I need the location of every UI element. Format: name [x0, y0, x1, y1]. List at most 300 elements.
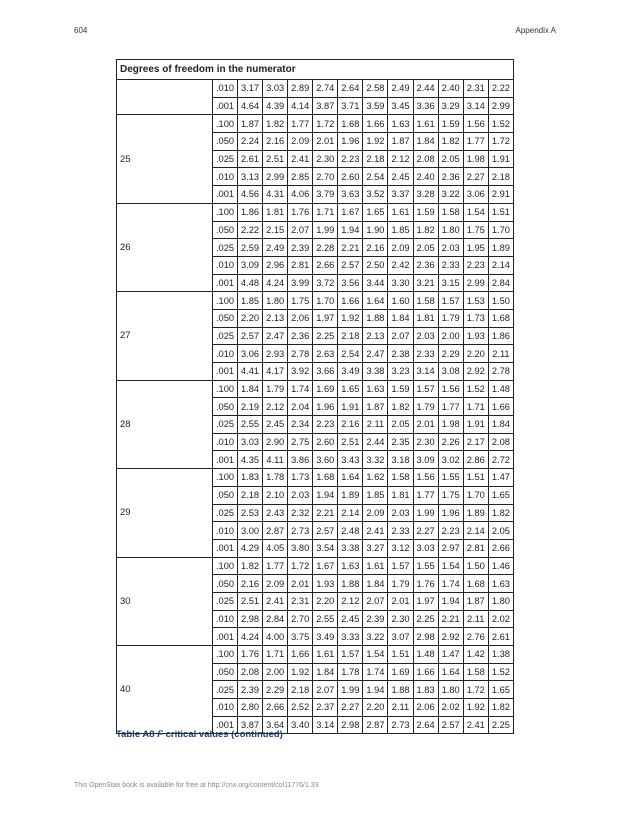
- f-value-cell: 3.60: [313, 451, 338, 469]
- f-value-cell: 1.96: [313, 398, 338, 416]
- f-value-cell: 1.72: [313, 115, 338, 133]
- alpha-cell: .001: [213, 186, 238, 204]
- f-value-cell: 2.75: [288, 433, 313, 451]
- alpha-cell: .025: [213, 681, 238, 699]
- f-value-cell: 2.15: [263, 221, 288, 239]
- f-value-cell: 2.01: [388, 592, 413, 610]
- f-value-cell: 1.60: [388, 292, 413, 310]
- table-row: [117, 646, 514, 664]
- f-value-cell: 2.27: [463, 168, 488, 186]
- f-value-cell: 3.80: [288, 539, 313, 557]
- f-value-cell: 2.05: [413, 239, 438, 257]
- f-value-cell: 3.66: [313, 363, 338, 381]
- f-value-cell: 2.45: [263, 416, 288, 434]
- f-value-cell: 1.48: [413, 646, 438, 664]
- f-value-cell: 2.66: [488, 539, 513, 557]
- f-value-cell: 1.87: [363, 398, 388, 416]
- f-value-cell: 2.61: [488, 628, 513, 646]
- f-value-cell: 2.76: [463, 628, 488, 646]
- f-value-cell: 1.66: [363, 115, 388, 133]
- f-value-cell: 3.08: [438, 363, 463, 381]
- f-value-cell: 1.79: [388, 575, 413, 593]
- f-value-cell: 1.86: [238, 203, 263, 221]
- alpha-cell: .100: [213, 557, 238, 575]
- f-value-cell: 2.00: [438, 327, 463, 345]
- f-value-cell: 3.49: [313, 628, 338, 646]
- f-value-cell: 3.54: [313, 539, 338, 557]
- f-value-cell: 1.77: [263, 557, 288, 575]
- f-value-cell: 1.72: [488, 133, 513, 151]
- f-value-cell: 2.12: [388, 150, 413, 168]
- f-value-cell: 2.50: [363, 256, 388, 274]
- f-value-cell: 1.51: [463, 469, 488, 487]
- f-value-cell: 2.30: [388, 610, 413, 628]
- f-value-cell: 1.70: [488, 221, 513, 239]
- f-value-cell: 2.40: [438, 80, 463, 98]
- f-value-cell: 2.07: [363, 592, 388, 610]
- f-value-cell: 2.41: [463, 716, 488, 734]
- f-value-cell: 1.90: [363, 221, 388, 239]
- f-value-cell: 1.91: [488, 150, 513, 168]
- f-value-cell: 2.36: [288, 327, 313, 345]
- table-row: [117, 203, 514, 221]
- f-value-cell: 2.98: [413, 628, 438, 646]
- f-value-cell: 1.96: [438, 504, 463, 522]
- f-value-cell: 2.25: [413, 610, 438, 628]
- f-value-cell: 2.18: [238, 486, 263, 504]
- f-value-cell: 1.77: [438, 398, 463, 416]
- f-value-cell: 3.43: [338, 451, 363, 469]
- f-value-cell: 2.29: [438, 345, 463, 363]
- f-value-cell: 1.55: [438, 469, 463, 487]
- f-value-cell: 2.64: [413, 716, 438, 734]
- f-value-cell: 2.02: [488, 610, 513, 628]
- f-value-cell: 1.85: [238, 292, 263, 310]
- f-value-cell: 2.36: [413, 256, 438, 274]
- f-value-cell: 2.59: [238, 239, 263, 257]
- f-value-cell: 1.61: [313, 646, 338, 664]
- alpha-cell: .010: [213, 610, 238, 628]
- f-value-cell: 2.54: [338, 345, 363, 363]
- alpha-cell: .025: [213, 327, 238, 345]
- f-value-cell: 1.38: [488, 646, 513, 664]
- f-value-cell: 1.64: [363, 292, 388, 310]
- f-value-cell: 2.42: [388, 256, 413, 274]
- f-value-cell: 2.14: [463, 522, 488, 540]
- f-value-cell: 2.57: [238, 327, 263, 345]
- f-value-cell: 2.70: [288, 610, 313, 628]
- caption-letter: F: [157, 729, 163, 740]
- f-value-cell: 2.31: [288, 592, 313, 610]
- f-value-cell: 3.23: [388, 363, 413, 381]
- f-value-cell: 1.92: [463, 699, 488, 717]
- f-value-cell: 4.05: [263, 539, 288, 557]
- f-value-cell: 2.18: [338, 327, 363, 345]
- f-value-cell: 2.19: [238, 398, 263, 416]
- f-value-cell: 4.39: [263, 97, 288, 115]
- f-value-cell: 2.78: [488, 363, 513, 381]
- f-value-cell: 2.38: [388, 345, 413, 363]
- f-value-cell: 2.05: [388, 416, 413, 434]
- f-value-cell: 1.88: [388, 681, 413, 699]
- f-value-cell: 3.06: [463, 186, 488, 204]
- f-value-cell: 3.27: [363, 539, 388, 557]
- f-value-cell: 4.48: [238, 274, 263, 292]
- f-value-cell: 1.76: [238, 646, 263, 664]
- f-value-cell: 2.23: [438, 522, 463, 540]
- f-value-cell: 1.69: [313, 380, 338, 398]
- f-value-cell: 1.83: [238, 469, 263, 487]
- f-value-cell: 1.65: [363, 203, 388, 221]
- f-value-cell: 2.98: [338, 716, 363, 734]
- f-value-cell: 1.75: [288, 292, 313, 310]
- table-row: [117, 380, 514, 398]
- f-value-cell: 1.85: [388, 221, 413, 239]
- table-caption: [116, 729, 283, 740]
- alpha-cell: .100: [213, 646, 238, 664]
- f-value-cell: 2.03: [288, 486, 313, 504]
- f-value-cell: 2.43: [263, 504, 288, 522]
- f-value-cell: 2.45: [338, 610, 363, 628]
- f-value-cell: 2.34: [288, 416, 313, 434]
- f-value-cell: 3.40: [288, 716, 313, 734]
- f-value-cell: 4.17: [263, 363, 288, 381]
- f-value-cell: 1.71: [263, 646, 288, 664]
- f-value-cell: 1.63: [338, 557, 363, 575]
- f-value-cell: 2.70: [313, 168, 338, 186]
- f-value-cell: 1.86: [488, 327, 513, 345]
- f-value-cell: 2.16: [238, 575, 263, 593]
- f-value-cell: 4.31: [263, 186, 288, 204]
- f-value-cell: 2.91: [488, 186, 513, 204]
- f-value-cell: 1.87: [463, 592, 488, 610]
- f-value-cell: 1.93: [313, 575, 338, 593]
- df-denominator-cell: [117, 80, 213, 115]
- f-value-cell: 1.54: [438, 557, 463, 575]
- f-value-cell: 2.18: [363, 150, 388, 168]
- f-value-cell: 1.72: [288, 557, 313, 575]
- f-value-cell: 2.40: [413, 168, 438, 186]
- f-value-cell: 1.61: [363, 557, 388, 575]
- f-value-cell: 1.85: [363, 486, 388, 504]
- f-value-cell: 2.20: [313, 592, 338, 610]
- f-value-cell: 1.71: [463, 398, 488, 416]
- f-value-cell: 3.52: [363, 186, 388, 204]
- f-value-cell: 1.82: [488, 504, 513, 522]
- f-value-cell: 3.92: [288, 363, 313, 381]
- f-value-cell: 3.14: [413, 363, 438, 381]
- f-value-cell: 4.24: [238, 628, 263, 646]
- f-value-cell: 1.51: [388, 646, 413, 664]
- f-value-cell: 1.69: [388, 663, 413, 681]
- alpha-cell: .010: [213, 80, 238, 98]
- f-value-cell: 2.09: [388, 239, 413, 257]
- f-value-cell: 1.77: [413, 486, 438, 504]
- f-value-cell: 2.32: [288, 504, 313, 522]
- f-value-cell: 3.22: [438, 186, 463, 204]
- alpha-cell: .100: [213, 203, 238, 221]
- f-value-cell: 2.16: [363, 239, 388, 257]
- f-value-cell: 2.92: [463, 363, 488, 381]
- f-value-cell: 2.14: [338, 504, 363, 522]
- f-value-cell: 2.73: [288, 522, 313, 540]
- f-value-cell: 2.12: [263, 398, 288, 416]
- f-value-cell: 3.13: [238, 168, 263, 186]
- df-denominator-cell: 40: [117, 646, 213, 734]
- f-value-cell: 3.59: [363, 97, 388, 115]
- caption-prefix: Table A8: [116, 729, 158, 740]
- f-value-cell: 2.23: [313, 416, 338, 434]
- alpha-cell: .010: [213, 168, 238, 186]
- f-value-cell: 2.27: [338, 699, 363, 717]
- f-value-cell: 2.11: [363, 416, 388, 434]
- f-value-cell: 2.52: [288, 699, 313, 717]
- f-value-cell: 3.09: [413, 451, 438, 469]
- f-value-cell: 2.89: [288, 80, 313, 98]
- f-value-cell: 3.02: [438, 451, 463, 469]
- f-value-cell: 1.68: [313, 469, 338, 487]
- f-value-cell: 1.97: [313, 309, 338, 327]
- f-value-cell: 2.11: [388, 699, 413, 717]
- page-number: 604: [74, 26, 88, 35]
- f-value-cell: 1.77: [288, 115, 313, 133]
- f-value-cell: 3.71: [338, 97, 363, 115]
- f-value-cell: 2.33: [388, 522, 413, 540]
- f-value-cell: 3.38: [338, 539, 363, 557]
- f-value-cell: 3.17: [238, 80, 263, 98]
- f-value-cell: 1.94: [363, 681, 388, 699]
- f-value-cell: 1.89: [463, 504, 488, 522]
- f-value-cell: 4.00: [263, 628, 288, 646]
- f-value-cell: 2.17: [463, 433, 488, 451]
- f-value-cell: 2.60: [338, 168, 363, 186]
- f-value-cell: 2.25: [313, 327, 338, 345]
- f-value-cell: 2.00: [263, 663, 288, 681]
- alpha-cell: .025: [213, 504, 238, 522]
- f-value-cell: 1.52: [463, 380, 488, 398]
- f-value-cell: 1.72: [463, 681, 488, 699]
- f-value-cell: 2.25: [488, 716, 513, 734]
- f-value-cell: 2.30: [413, 433, 438, 451]
- f-value-cell: 1.55: [413, 557, 438, 575]
- alpha-cell: .001: [213, 97, 238, 115]
- alpha-cell: .001: [213, 274, 238, 292]
- f-value-cell: 1.88: [338, 575, 363, 593]
- f-value-cell: 1.92: [363, 133, 388, 151]
- f-value-cell: 1.92: [288, 663, 313, 681]
- f-value-cell: 2.03: [413, 327, 438, 345]
- f-value-cell: 3.44: [363, 274, 388, 292]
- f-value-cell: 2.53: [238, 504, 263, 522]
- f-value-cell: 2.18: [488, 168, 513, 186]
- f-value-cell: 2.51: [238, 592, 263, 610]
- f-value-cell: 4.41: [238, 363, 263, 381]
- f-value-cell: 2.80: [238, 699, 263, 717]
- f-value-cell: 2.63: [313, 345, 338, 363]
- f-value-cell: 1.68: [463, 575, 488, 593]
- df-denominator-cell: 27: [117, 292, 213, 380]
- table-row: [117, 115, 514, 133]
- f-value-cell: 1.75: [438, 486, 463, 504]
- f-value-cell: 2.55: [238, 416, 263, 434]
- f-value-cell: 1.61: [413, 115, 438, 133]
- f-value-cell: 2.66: [313, 256, 338, 274]
- f-value-cell: 2.07: [313, 681, 338, 699]
- f-value-cell: 2.64: [338, 80, 363, 98]
- f-value-cell: 3.03: [263, 80, 288, 98]
- f-value-cell: 1.82: [488, 699, 513, 717]
- f-value-cell: 2.28: [313, 239, 338, 257]
- alpha-cell: .001: [213, 628, 238, 646]
- f-value-cell: 1.74: [363, 663, 388, 681]
- alpha-cell: .001: [213, 363, 238, 381]
- f-value-cell: 1.65: [488, 486, 513, 504]
- f-value-cell: 2.45: [388, 168, 413, 186]
- alpha-cell: .050: [213, 663, 238, 681]
- f-value-cell: 1.62: [363, 469, 388, 487]
- f-value-cell: 2.09: [263, 575, 288, 593]
- f-value-cell: 1.50: [463, 557, 488, 575]
- f-value-cell: 2.44: [413, 80, 438, 98]
- f-value-cell: 1.82: [388, 398, 413, 416]
- f-value-cell: 2.99: [263, 168, 288, 186]
- f-value-cell: 1.70: [463, 486, 488, 504]
- f-value-cell: 2.16: [263, 133, 288, 151]
- alpha-cell: .100: [213, 469, 238, 487]
- f-value-cell: 2.09: [363, 504, 388, 522]
- f-value-cell: 2.12: [338, 592, 363, 610]
- f-value-cell: 2.21: [313, 504, 338, 522]
- f-value-cell: 2.05: [488, 522, 513, 540]
- f-value-cell: 2.93: [263, 345, 288, 363]
- f-value-cell: 2.81: [463, 539, 488, 557]
- f-value-cell: 3.14: [463, 97, 488, 115]
- f-value-cell: 2.57: [438, 716, 463, 734]
- f-value-cell: 1.84: [388, 309, 413, 327]
- f-value-cell: 1.61: [388, 203, 413, 221]
- f-value-cell: 1.68: [488, 309, 513, 327]
- alpha-cell: .050: [213, 398, 238, 416]
- f-value-cell: 1.56: [463, 115, 488, 133]
- f-value-cell: 1.83: [413, 681, 438, 699]
- f-value-cell: 2.86: [463, 451, 488, 469]
- f-value-cell: 1.81: [388, 486, 413, 504]
- f-value-cell: 1.66: [288, 646, 313, 664]
- f-value-cell: 2.41: [363, 522, 388, 540]
- f-value-cell: 3.86: [288, 451, 313, 469]
- f-value-cell: 2.48: [338, 522, 363, 540]
- f-value-cell: 2.92: [438, 628, 463, 646]
- f-value-cell: 2.66: [263, 699, 288, 717]
- f-value-cell: 3.72: [313, 274, 338, 292]
- f-value-cell: 1.58: [463, 663, 488, 681]
- f-value-cell: 2.51: [263, 150, 288, 168]
- f-value-cell: 1.82: [413, 221, 438, 239]
- f-value-cell: 1.66: [413, 663, 438, 681]
- alpha-cell: .010: [213, 345, 238, 363]
- f-value-cell: 2.58: [363, 80, 388, 98]
- f-value-cell: 2.13: [263, 309, 288, 327]
- f-value-cell: 3.00: [238, 522, 263, 540]
- df-denominator-cell: 28: [117, 380, 213, 468]
- f-value-cell: 2.35: [388, 433, 413, 451]
- f-value-cell: 4.29: [238, 539, 263, 557]
- f-value-cell: 3.87: [313, 97, 338, 115]
- f-value-cell: 2.54: [363, 168, 388, 186]
- f-value-cell: 3.49: [338, 363, 363, 381]
- f-value-cell: 1.57: [388, 557, 413, 575]
- f-value-cell: 1.48: [488, 380, 513, 398]
- f-value-cell: 2.87: [363, 716, 388, 734]
- f-value-cell: 3.18: [388, 451, 413, 469]
- f-value-cell: 2.14: [488, 256, 513, 274]
- f-value-cell: 2.36: [438, 168, 463, 186]
- f-value-cell: 1.46: [488, 557, 513, 575]
- f-value-cell: 2.99: [463, 274, 488, 292]
- alpha-cell: .025: [213, 239, 238, 257]
- table-body: [117, 60, 514, 734]
- f-value-cell: 1.59: [388, 380, 413, 398]
- f-value-cell: 1.82: [438, 133, 463, 151]
- f-value-cell: 1.93: [463, 327, 488, 345]
- f-value-cell: 1.65: [488, 681, 513, 699]
- f-value-cell: 1.76: [413, 575, 438, 593]
- f-value-cell: 2.61: [238, 150, 263, 168]
- f-value-cell: 2.30: [313, 150, 338, 168]
- f-value-cell: 2.06: [413, 699, 438, 717]
- alpha-cell: .025: [213, 150, 238, 168]
- f-value-cell: 1.63: [388, 115, 413, 133]
- f-value-cell: 4.64: [238, 97, 263, 115]
- alpha-cell: .025: [213, 592, 238, 610]
- table-heading: Degrees of freedom in the numerator: [117, 60, 514, 80]
- page-footer: This OpenStax book is available for free at http://cnx.org/content/col11776/1.33: [74, 782, 319, 789]
- table-row: [117, 557, 514, 575]
- f-value-cell: 1.80: [263, 292, 288, 310]
- f-value-cell: 1.84: [488, 416, 513, 434]
- f-value-cell: 1.79: [413, 398, 438, 416]
- f-value-cell: 2.01: [288, 575, 313, 593]
- f-value-cell: 2.90: [263, 433, 288, 451]
- f-value-cell: 3.21: [413, 274, 438, 292]
- f-value-cell: 3.36: [413, 97, 438, 115]
- f-value-cell: 2.01: [313, 133, 338, 151]
- f-value-cell: 2.96: [263, 256, 288, 274]
- f-value-cell: 1.99: [338, 681, 363, 699]
- f-value-cell: 2.39: [363, 610, 388, 628]
- f-value-cell: 1.75: [463, 221, 488, 239]
- f-value-cell: 1.81: [413, 309, 438, 327]
- f-value-cell: 2.10: [263, 486, 288, 504]
- f-value-cell: 2.27: [413, 522, 438, 540]
- f-value-cell: 1.66: [338, 292, 363, 310]
- f-value-cell: 2.47: [263, 327, 288, 345]
- alpha-cell: .001: [213, 539, 238, 557]
- f-value-cell: 4.24: [263, 274, 288, 292]
- f-value-cell: 1.80: [488, 592, 513, 610]
- f-value-cell: 1.74: [438, 575, 463, 593]
- f-value-cell: 2.97: [438, 539, 463, 557]
- f-value-cell: 1.87: [388, 133, 413, 151]
- f-value-cell: 1.96: [338, 133, 363, 151]
- f-value-cell: 3.99: [288, 274, 313, 292]
- f-value-cell: 1.94: [438, 592, 463, 610]
- f-value-cell: 1.47: [488, 469, 513, 487]
- f-value-cell: 3.56: [338, 274, 363, 292]
- f-value-cell: 2.26: [438, 433, 463, 451]
- f-value-cell: 1.95: [463, 239, 488, 257]
- f-value-cell: 1.84: [238, 380, 263, 398]
